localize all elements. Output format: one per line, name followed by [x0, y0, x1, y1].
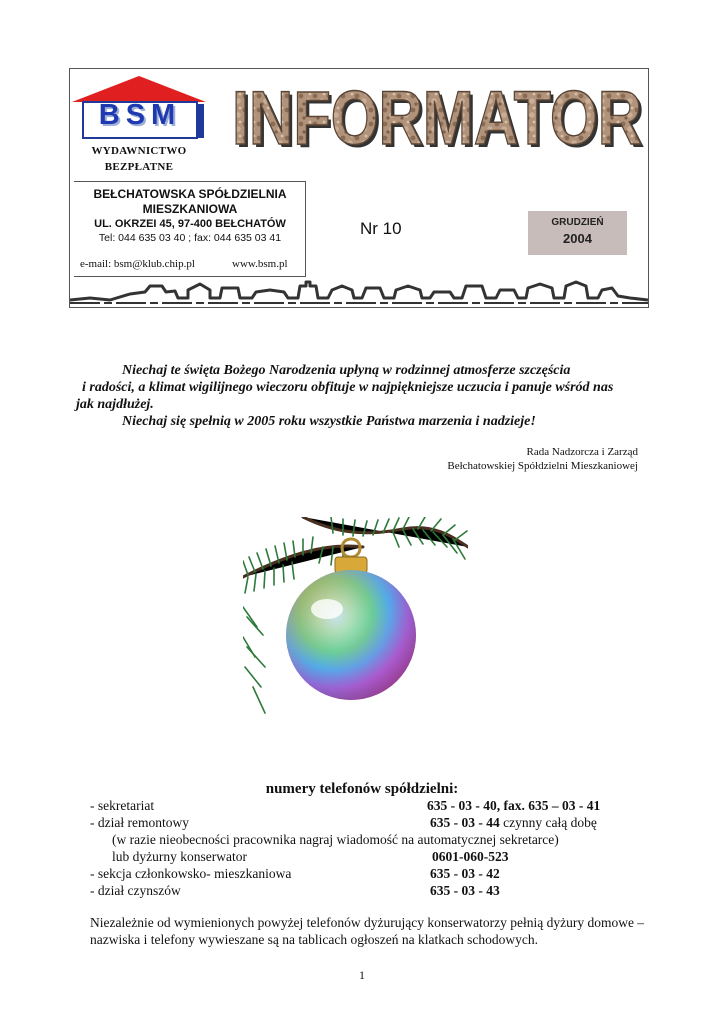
cooperative-phone: Tel: 044 635 03 40 ; fax: 044 635 03 41 [98, 232, 282, 244]
phone-entry-repairs [430, 815, 597, 831]
phones-heading: numery telefonów spółdzielni: [265, 781, 459, 797]
phone-number-maintenance: 0601-060-523 [432, 849, 509, 864]
logo-bar [198, 104, 204, 138]
website-link[interactable]: www.bsm.pl [232, 258, 288, 270]
title-text: INFORMATOR [232, 78, 642, 158]
cooperative-name [76, 187, 304, 217]
skyline-illustration [70, 276, 648, 308]
phone-label-repairs: - dział remontowy [90, 815, 189, 830]
phone-note-repairs: czynny całą dobę [499, 815, 597, 830]
issue-number: Nr 10 [360, 219, 402, 238]
cooperative-name-line-2: MIESZKANIOWA [142, 202, 238, 216]
issue-month: GRUDZIEŃ [551, 217, 604, 228]
duty-info-paragraph: Niezależnie od wymienionych powyżej telefonów dyżurujący konserwatorzy pełnią dyżury domowe – nazwiska i telefony wywieszane są na tablicach ogłoszeń na klatkach schodowych. [90, 915, 645, 947]
issue-year: 2004 [563, 231, 592, 246]
signature-line-2: Bełchatowskiej Spółdzielni Mieszkaniowej [447, 460, 638, 472]
informator-title [228, 78, 646, 158]
greeting-line-4: Niechaj się spełnią w 2005 roku wszystkie Państwa marzenia i nadzieje! [122, 414, 536, 429]
phone-number-secretariat: 635 - 03 - 40, fax. 635 – 03 - 41 [427, 798, 601, 813]
phone-label-rent: - dział czynszów [90, 883, 181, 898]
phone-label-maintenance: lub dyżurny konserwator [112, 849, 247, 864]
publisher-line-1: WYDAWNICTWO [91, 145, 187, 157]
phone-number-rent: 635 - 03 - 43 [430, 883, 500, 898]
phone-note-voicemail: (w razie nieobecności pracownika nagraj wiadomość na automatycznej sekretarce) [112, 832, 559, 847]
publisher-label [74, 143, 204, 175]
greeting-line-3: jak najdłużej. [76, 397, 154, 412]
phone-label-secretariat: - sekretariat [90, 798, 155, 813]
email-link[interactable]: e-mail: bsm@klub.chip.pl [80, 258, 195, 270]
title-shadow: INFORMATOR [235, 79, 645, 158]
publisher-line-2: BEZPŁATNE [104, 161, 174, 173]
phone-number-membership: 635 - 03 - 42 [430, 866, 500, 881]
greeting-line-1: Niechaj te święta Bożego Narodzenia upłyną w rodzinnej atmosferze szczęścia [122, 363, 571, 378]
cooperative-name-line-1: BEŁCHATOWSKA SPÓŁDZIELNIA [93, 187, 287, 201]
page-number: 1 [359, 968, 365, 982]
phone-label-membership: - sekcja członkowsko- mieszkaniowa [90, 866, 292, 881]
logo-text: BSM [98, 99, 182, 131]
phone-number-repairs: 635 - 03 - 44 [430, 815, 500, 830]
cooperative-address: UL. OKRZEI 45, 97-400 BEŁCHATÓW [94, 218, 286, 230]
signature-line-1: Rada Nadzorcza i Zarząd [526, 446, 638, 458]
greeting-line-2: i radości, a klimat wigilijnego wieczoru obfituje w najpiękniejsze uczucia i panuje wśród nas [82, 380, 614, 395]
christmas-bauble-image [243, 517, 468, 721]
